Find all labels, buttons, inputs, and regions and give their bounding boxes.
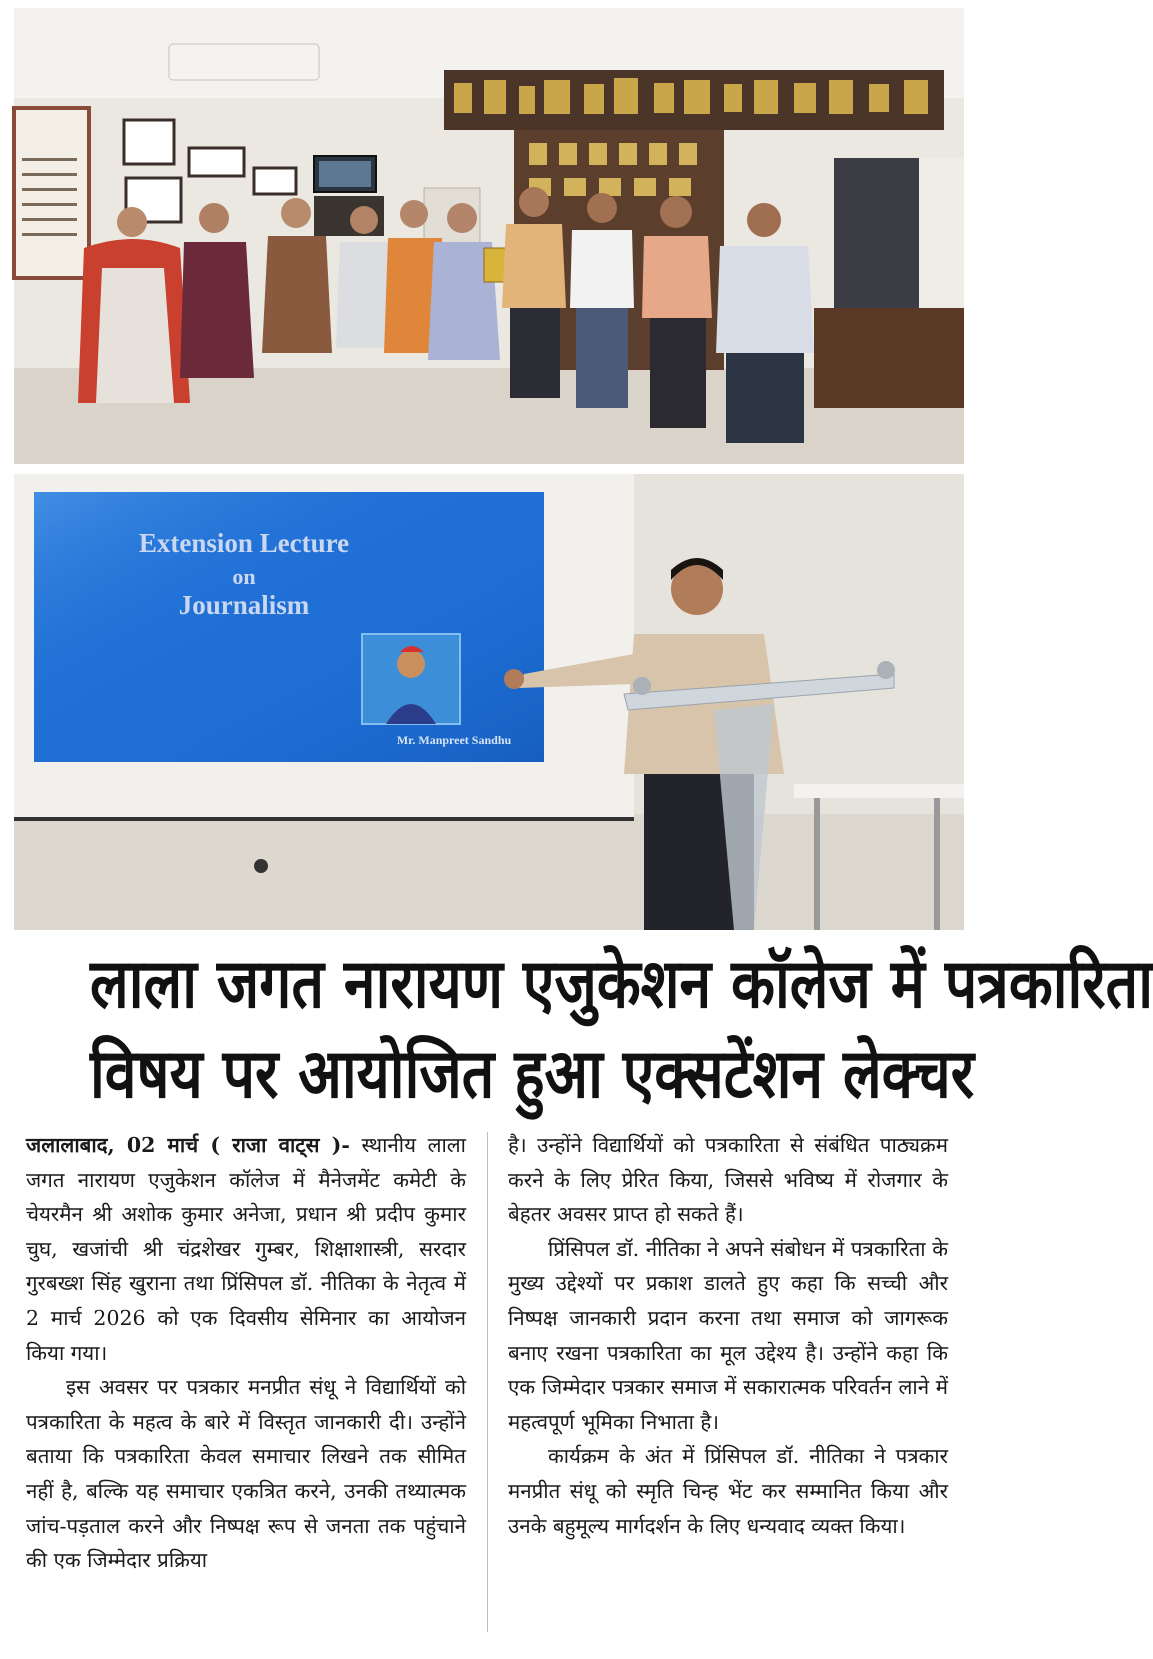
lecture-photo [14, 474, 964, 930]
headline-line-2: विषय पर आयोजित हुआ एक्सटेंशन लेक्चर [90, 1035, 975, 1114]
article-paragraph: है। उन्होंने विद्यार्थियों को पत्रकारिता से संबंधित पाठ्यक्रम करने के लिए प्रेरित किया, जिससे भविष्य में रोजगार के बेहतर अवसर प्राप्त हो सकते हैं। [508, 1133, 948, 1227]
article-column-left [26, 1128, 466, 1578]
slide-subject: Journalism [178, 590, 310, 620]
headline-line-1: लाला जगत नारायण एजुकेशन कॉलेज में पत्रकारिता [90, 945, 1153, 1024]
article-paragraph: प्रिंसिपल डॉ. नीतिका ने अपने संबोधन में पत्रकारिता के मुख्य उद्देश्यों पर प्रकाश डालते हुए कहा कि सच्ची और निष्पक्ष जानकारी प्रदान करना तथा समाज को जागरूक बनाए रखना पत्रकारिता का मूल उद्देश्य है। उन्होंने कहा कि एक जिम्मेदार पत्रकार समाज में सकारात्मक परिवर्तन लाने में महत्वपूर्ण भूमिका निभाता है। [508, 1236, 948, 1434]
group-photo [14, 8, 964, 464]
article-paragraph [26, 1128, 466, 1370]
slide-title: Extension Lecture [138, 528, 350, 558]
group-photo-illustration [14, 8, 964, 464]
dateline: जलालाबाद, 02 मार्च ( राजा वाट्स )- [26, 1133, 350, 1157]
lecture-photo-illustration [14, 474, 964, 930]
article-paragraph: कार्यक्रम के अंत में प्रिंसिपल डॉ. नीतिका ने पत्रकार मनप्रीत संधू को स्मृति चिन्ह भेंट कर सम्मानित किया और उनके बहुमूल्य मार्गदर्शन के लिए धन्यवाद व्यक्त किया। [508, 1444, 948, 1538]
column-divider [487, 1132, 488, 1632]
article-paragraph-text: स्थानीय लाला जगत नारायण एजुकेशन कॉलेज में मैनेजमेंट कमेटी के चेयरमैन श्री अशोक कुमार अनेजा, प्रधान श्री प्रदीप कुमार चुघ, खजांची श्री चंद्रशेखर गुम्बर, शिक्षाशास्त्री, सरदार गुरबख्श सिंह खुराना तथा प्रिंसिपल डॉ. नीतिका के नेतृत्व में 2 मार्च 2026 को एक दिवसीय सेमिनार का आयोजन किया गया। [26, 1133, 466, 1365]
slide-on: on [232, 564, 256, 589]
article-paragraph: इस अवसर पर पत्रकार मनप्रीत संधू ने विद्यार्थियों को पत्रकारिता के महत्व के बारे में विस्तृत जानकारी दी। उन्होंने बताया कि पत्रकारिता केवल समाचार लिखने तक सीमित नहीं है, बल्कि यह समाचार एकत्रित करने, उनकी तथ्यात्मक जांच-पड़ताल करने और निष्पक्ष रूप से जनता तक पहुंचाने की एक जिम्मेदार प्रक्रिया [26, 1375, 466, 1573]
article-body [26, 1128, 956, 1648]
article-column-right [508, 1128, 948, 1543]
slide-speaker: Mr. Manpreet Sandhu [396, 733, 512, 747]
